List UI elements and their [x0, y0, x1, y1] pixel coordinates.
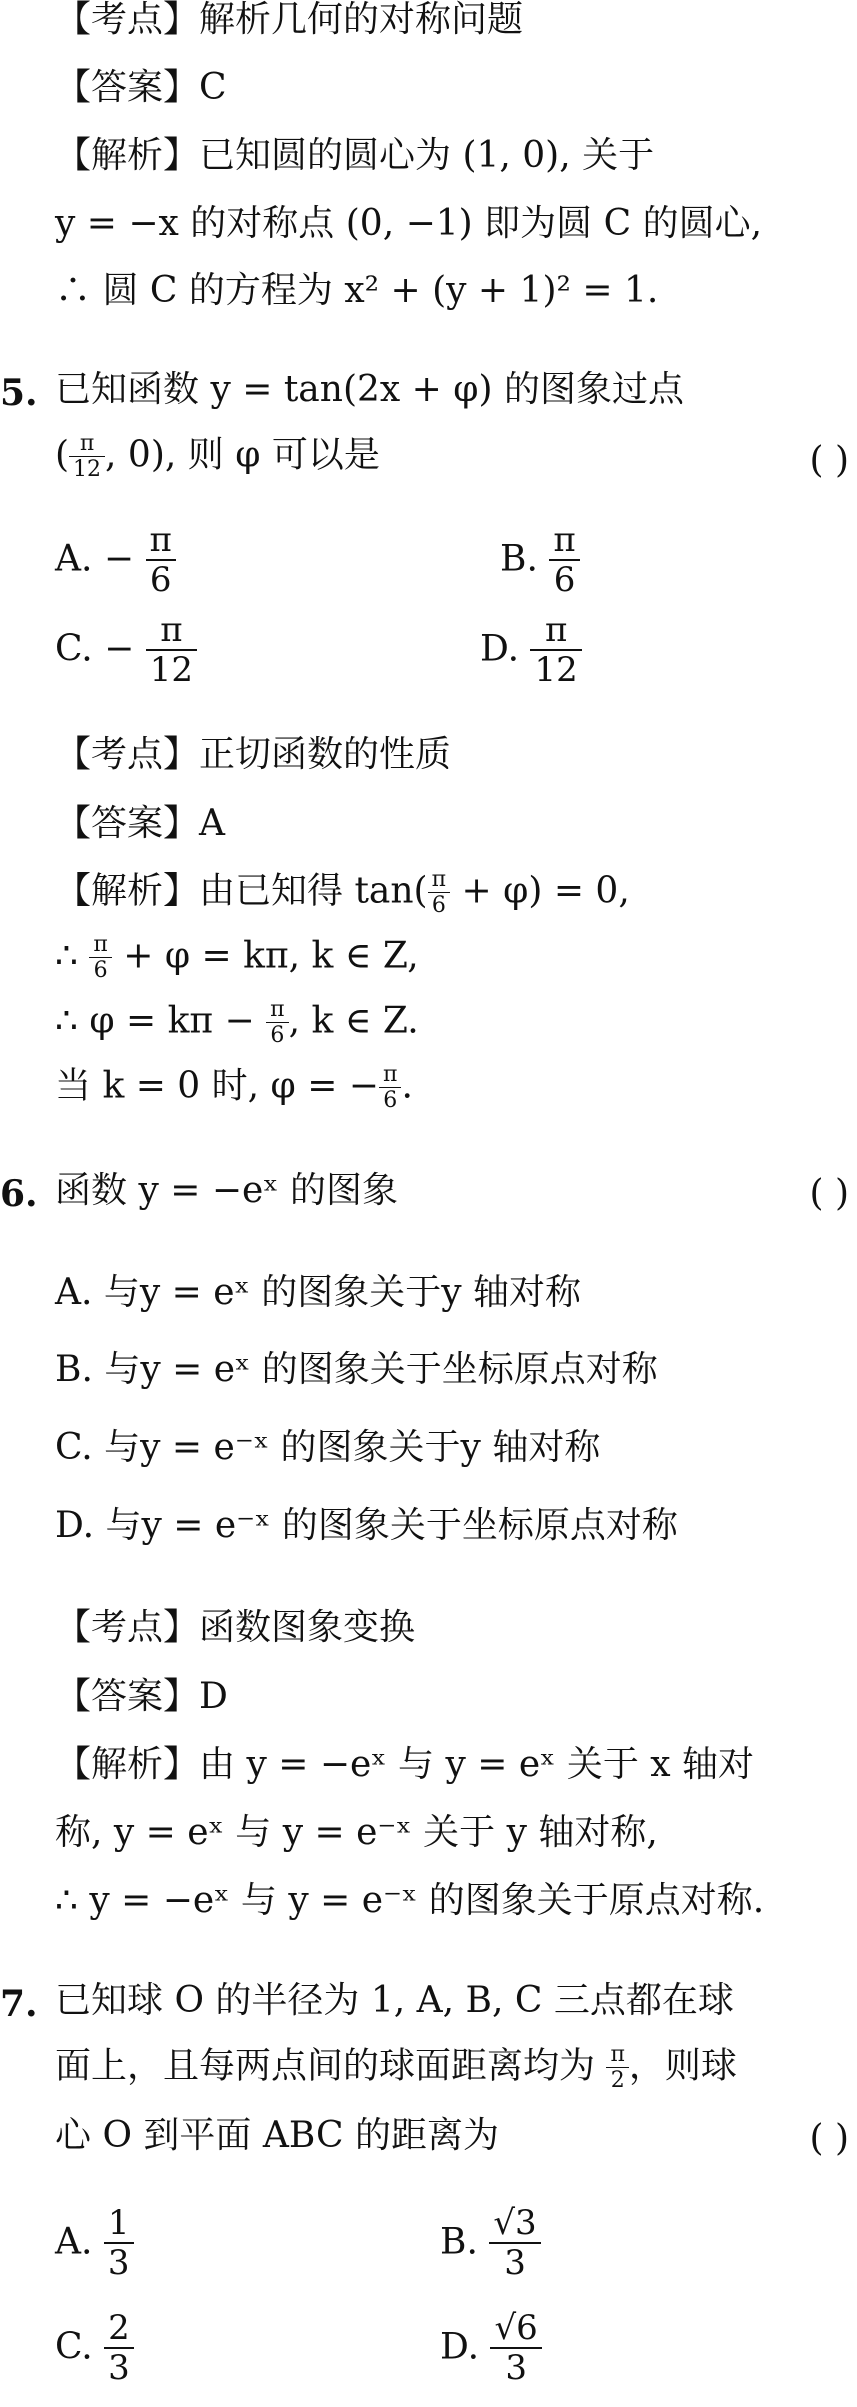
- q5-jiexi-line4: [55, 1063, 413, 1113]
- q6-option-c: C. 与y = e⁻ˣ 的图象关于y 轴对称: [55, 1427, 601, 1468]
- q7-option-d: [440, 2310, 542, 2388]
- q7-option-b-den: 3: [504, 2243, 526, 2284]
- q5-option-c-num: π: [146, 612, 197, 651]
- q5-option-b-num: π: [549, 522, 579, 561]
- q5-stem-close: , 0), 则 φ 可以是: [105, 434, 380, 476]
- q6-option-a: A. 与y = eˣ 的图象关于y 轴对称: [55, 1272, 582, 1313]
- q5-option-d: [480, 612, 582, 690]
- q5-point-den: 12: [73, 457, 102, 483]
- q7-stem-line2-pre: 面上，且每两点间的球面距离均为: [55, 2045, 607, 2087]
- q5-jiexi-line1-den: 6: [431, 893, 446, 919]
- q5-kaodian: 【考点】正切函数的性质: [55, 734, 452, 775]
- q7-option-c-fraction: [104, 2310, 134, 2388]
- q7-option-b-fraction: [489, 2205, 540, 2283]
- q7-distance-fraction: [606, 2043, 628, 2093]
- q7-number: 7.: [0, 1983, 38, 2025]
- q7-option-b-label: B.: [440, 2221, 478, 2263]
- q5-option-c-fraction: [146, 612, 197, 690]
- q7-option-d-num: √6: [490, 2310, 541, 2349]
- q5-point-fraction: [69, 432, 105, 482]
- q5-jiexi-line3-post: , k ∈ Z.: [288, 1000, 419, 1042]
- q6-jiexi-line2: 称, y = eˣ 与 y = e⁻ˣ 关于 y 轴对称,: [55, 1812, 658, 1853]
- q5-option-c-label: C.: [55, 628, 93, 670]
- q7-option-c: [55, 2310, 134, 2388]
- q5-jiexi-line2: [55, 933, 419, 983]
- q5-option-a: [55, 522, 176, 600]
- q7-option-a-den: 3: [107, 2243, 130, 2284]
- q7-stem-line2-post: ，则球: [628, 2045, 737, 2087]
- q5-option-a-num: π: [146, 522, 176, 561]
- prev-kaodian: 【考点】解析几何的对称问题: [55, 0, 524, 40]
- q5-option-d-den: 12: [534, 650, 578, 691]
- q5-jiexi-line1: [55, 868, 630, 918]
- q5-option-b: [500, 522, 580, 600]
- q7-stem-line2: [55, 2043, 737, 2093]
- prev-jiexi-line3: ∴ 圆 C 的方程为 x² + (y + 1)² = 1.: [55, 270, 659, 311]
- q5-option-c-den: 12: [149, 650, 194, 691]
- q5-option-a-den: 6: [149, 560, 172, 601]
- q5-option-d-label: D.: [480, 628, 520, 670]
- q5-jiexi-line3-pre: ∴ φ = kπ −: [55, 1000, 267, 1042]
- q5-stem-line1: 已知函数 y = tan(2x + φ) 的图象过点: [55, 369, 684, 410]
- q5-jiexi-line3-den: 6: [270, 1023, 285, 1049]
- q5-jiexi-line3-fraction: [266, 998, 288, 1048]
- q7-option-c-num: 2: [104, 2310, 134, 2349]
- q5-option-c-sign: −: [104, 628, 135, 670]
- q5-jiexi-line2-fraction: [89, 933, 111, 983]
- q7-option-b-num: √3: [489, 2205, 540, 2244]
- q7-option-d-label: D.: [440, 2326, 480, 2368]
- q7-option-a-label: A.: [55, 2221, 93, 2263]
- q6-daan: 【答案】D: [55, 1676, 228, 1717]
- q7-option-d-fraction: [490, 2310, 541, 2388]
- q5-stem-line2: [55, 432, 380, 482]
- q5-jiexi-line2-pre: ∴: [55, 935, 90, 977]
- q5-jiexi-line4-post: .: [401, 1065, 413, 1107]
- q5-jiexi-line2-den: 6: [93, 958, 108, 984]
- q5-daan: 【答案】A: [55, 803, 225, 844]
- q7-option-a-num: 1: [104, 2205, 134, 2244]
- prev-jiexi-line2: y = −x 的对称点 (0, −1) 即为圆 C 的圆心,: [55, 203, 763, 244]
- q5-jiexi-line2-post: + φ = kπ, k ∈ Z,: [111, 935, 419, 977]
- q6-jiexi-line3: ∴ y = −eˣ 与 y = e⁻ˣ 的图象关于原点对称.: [55, 1880, 765, 1921]
- q7-answer-paren: ( ): [809, 2118, 849, 2159]
- q6-jiexi-line1: 【解析】由 y = −eˣ 与 y = eˣ 关于 x 轴对: [55, 1744, 755, 1785]
- q5-jiexi-line4-fraction: [379, 1063, 401, 1113]
- prev-daan: 【答案】C: [55, 67, 227, 108]
- q5-jiexi-line4-den: 6: [383, 1088, 398, 1114]
- q7-option-c-label: C.: [55, 2326, 93, 2368]
- q7-option-a: [55, 2205, 134, 2283]
- q7-distance-den: 2: [610, 2068, 625, 2094]
- q5-jiexi-line4-num: π: [379, 1063, 401, 1088]
- q5-number: 5.: [0, 372, 38, 414]
- q5-option-c: [55, 612, 197, 690]
- q5-option-b-den: 6: [553, 560, 576, 601]
- q7-option-c-den: 3: [108, 2348, 130, 2389]
- q7-option-d-den: 3: [505, 2348, 527, 2389]
- q6-stem: 函数 y = −eˣ 的图象: [55, 1170, 399, 1211]
- q7-stem-line3: 心 O 到平面 ABC 的距离为: [55, 2115, 499, 2156]
- q5-option-a-label: A.: [55, 538, 93, 580]
- q5-option-b-label: B.: [500, 538, 538, 580]
- q5-jiexi-line1-fraction: [428, 868, 450, 918]
- q7-option-b: [440, 2205, 541, 2283]
- q5-jiexi-line1-num: π: [428, 868, 450, 893]
- q6-number: 6.: [0, 1173, 38, 1215]
- q5-jiexi-line2-num: π: [89, 933, 111, 958]
- q5-jiexi-line3: [55, 998, 419, 1048]
- q5-answer-paren: ( ): [809, 440, 849, 481]
- q5-option-d-fraction: [530, 612, 581, 690]
- q5-option-d-num: π: [530, 612, 581, 651]
- q5-option-a-sign: −: [103, 538, 135, 580]
- q5-jiexi-line3-num: π: [266, 998, 288, 1023]
- q5-jiexi-line1-post: + φ) = 0,: [450, 870, 630, 912]
- q7-distance-num: π: [606, 2043, 628, 2068]
- q6-answer-paren: ( ): [809, 1173, 849, 1214]
- q5-jiexi-line4-pre: 当 k = 0 时, φ = −: [55, 1065, 379, 1107]
- q5-option-b-fraction: [549, 522, 579, 600]
- q7-stem-line1: 已知球 O 的半径为 1, A, B, C 三点都在球: [55, 1980, 734, 2021]
- q5-point-num: π: [69, 432, 105, 457]
- prev-jiexi-line1: 【解析】已知圆的圆心为 (1, 0), 关于: [55, 135, 655, 176]
- q5-option-a-fraction: [146, 522, 176, 600]
- q6-option-d: D. 与y = e⁻ˣ 的图象关于坐标原点对称: [55, 1505, 678, 1546]
- q6-kaodian: 【考点】函数图象变换: [55, 1607, 416, 1648]
- q7-option-a-fraction: [104, 2205, 134, 2283]
- q6-option-b: B. 与y = eˣ 的图象关于坐标原点对称: [55, 1349, 658, 1390]
- q5-jiexi-line1-pre: 【解析】由已知得 tan(: [55, 870, 428, 912]
- q5-stem-open: (: [55, 434, 70, 476]
